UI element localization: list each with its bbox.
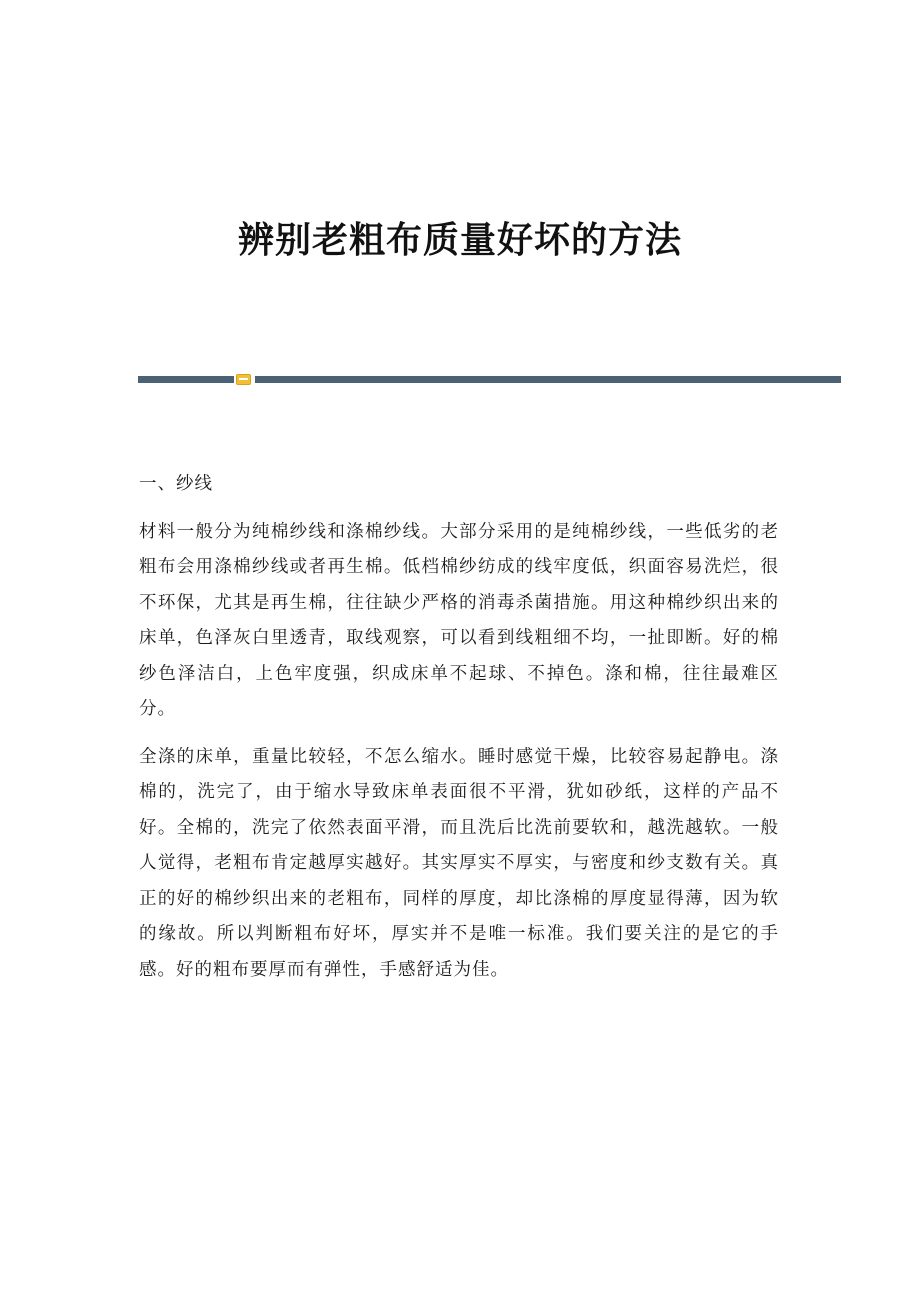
section-heading: 一、纱线 bbox=[139, 474, 213, 494]
page-title: 辨别老粗布质量好坏的方法 bbox=[237, 220, 682, 261]
title-divider bbox=[138, 374, 841, 384]
document-body bbox=[139, 467, 779, 1000]
divider-bar-right bbox=[255, 376, 841, 383]
document-ornament-icon bbox=[236, 374, 251, 385]
body-paragraph: 材料一般分为纯棉纱线和涤棉纱线。大部分采用的是纯棉纱线，一些低劣的老粗布会用涤棉纱线或者再生棉。低档棉纱纺成的线牢度低，织面容易洗烂，很不环保，尤其是再生棉，往往缺少严格的消毒杀菌措施。用这种棉纱织出来的床单，色泽灰白里透青，取线观察，可以看到线粗细不均，一扯即断。好的棉纱色泽洁白，上色牢度强，织成床单不起球、不掉色。涤和棉，往往最难区分。 bbox=[139, 521, 779, 719]
body-paragraph: 全涤的床单，重量比较轻，不怎么缩水。睡时感觉干燥，比较容易起静电。涤棉的，洗完了，由于缩水导致床单表面很不平滑，犹如砂纸，这样的产品不好。全棉的，洗完了依然表面平滑，而且洗后比洗前要软和，越洗越软。一般人觉得，老粗布肯定越厚实越好。其实厚实不厚实，与密度和纱支数有关。真正的好的棉纱织出来的老粗布，同样的厚度，却比涤棉的厚度显得薄，因为软的缘故。所以判断粗布好坏，厚实并不是唯一标准。我们要关注的是它的手感。好的粗布要厚而有弹性，手感舒适为佳。 bbox=[139, 746, 779, 980]
divider-bar-left bbox=[138, 376, 234, 383]
